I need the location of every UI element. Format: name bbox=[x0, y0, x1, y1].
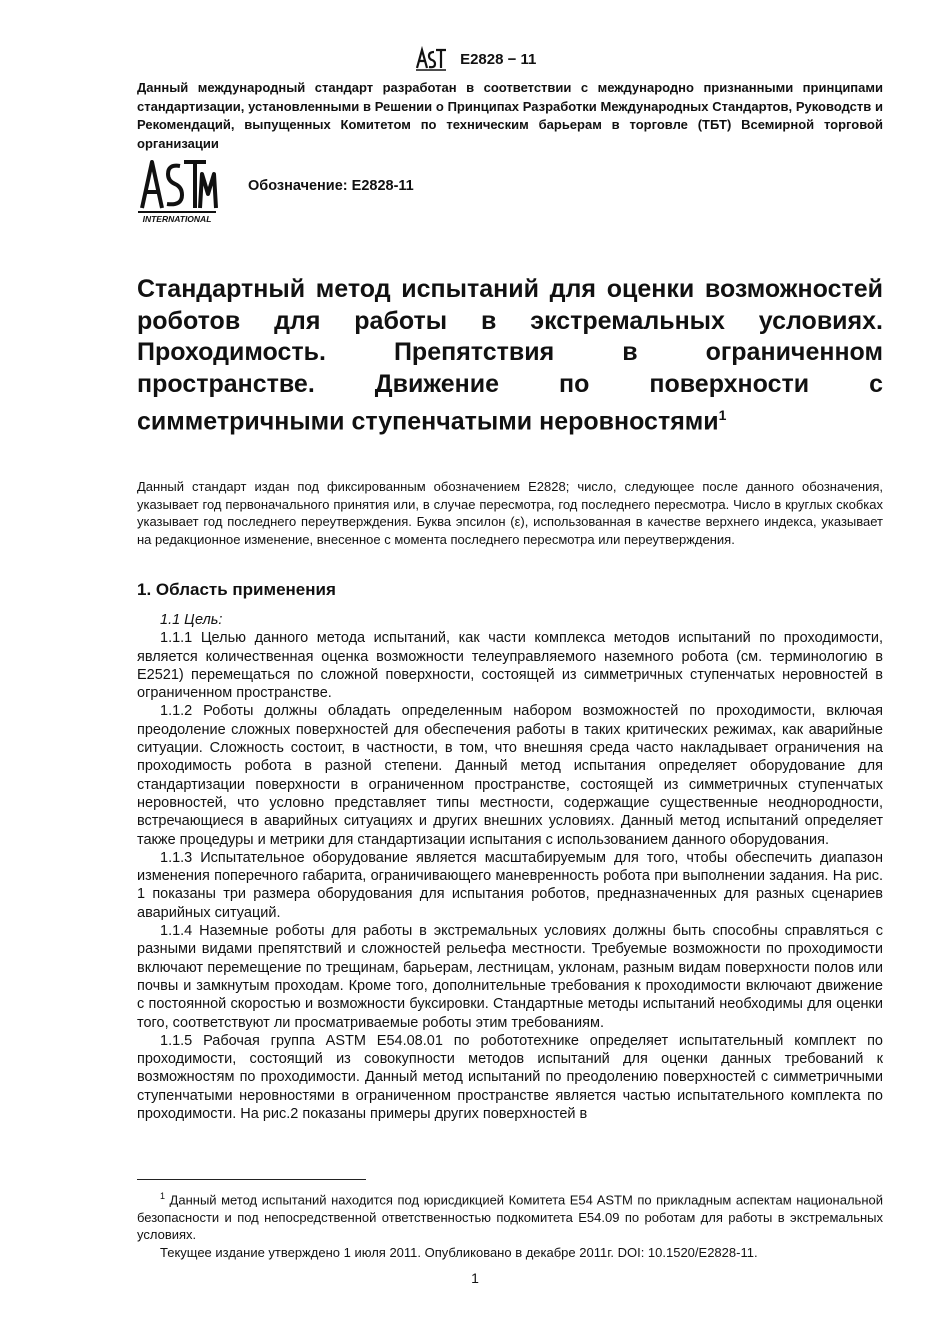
section-heading: 1. Область применения bbox=[137, 580, 336, 599]
paragraph-1-1-4: 1.1.4 Наземные роботы для работы в экстремальных условиях должны быть способны справляться с разными видами препятствий и сложностей рельефа местности. Требуемые возможности по проходимости включают перемещение по трещинам, барьерам, лестницам, уклонам, разным видам поверхности полов или почвы и замкнутым проходам. Кроме того, дополнительные требования к проходимости включают движение с постоянной скоростью и возможности буксировки. Стандартные методы испытаний необходимы для оценки того, соответствуют ли просматриваемые роботы этим требованиям. bbox=[137, 923, 883, 1031]
page-header bbox=[0, 46, 950, 72]
footnote-divider bbox=[137, 1179, 366, 1180]
paragraph-1-1-3: 1.1.3 Испытательное оборудование является масштабируемым для того, чтобы обеспечить диапазон изменения поперечного габарита, ограничивающего маневренность робота при выполнении задания. На рис. 1 показаны три размера оборудования для испытания роботов, предназначенных для разных сценариев аварийных ситуаций. bbox=[137, 849, 883, 921]
paragraph-1-1-1: 1.1.1 Целью данного метода испытаний, как части комплекса методов испытаний по проходимости, является количественная оценка возможности телеуправляемого наземного робота (см. терминологию в E2521) перемещаться по сложной поверхности, состоящей из симметричных ступенчатых неровностей в ограниченном пространстве. bbox=[137, 630, 883, 702]
section-body bbox=[137, 611, 883, 1123]
paragraph-1-1-2: 1.1.2 Роботы должны обладать определенным набором возможностей по проходимости, включая преодоление сложных поверхностей для обеспечения работы в таких критических режимах, как аварийные ситуации. Сложность состоит, в частности, в том, что внешняя среда часто накладывает ограничения на проходимость робота в разной степени. Данный метод испытания определяет оборудование для стандартизации поверхности в ограниченном пространстве, состоящей из симметричных ступенчатых неровностей, что условно представляет типы местности, содержащие существенные неоднородности, встречающиеся в аварийных ситуациях и других внешних условиях. Данный метод испытаний определяет также процедуры и метрики для стандартизации испытания с использованием данного оборудования. bbox=[137, 703, 883, 848]
logo-subtext: INTERNATIONAL bbox=[142, 214, 212, 224]
footnote-1 bbox=[137, 1188, 883, 1244]
intro-statement: Данный международный стандарт разработан в соответствии с международно признанными принципами стандартизации, установленными в Решении о Принципах Разработки Международных Стандартов, Руководств и Рекомендаций, выпущенных Комитетом по техническим барьерам в торговле (ТБТ) Всемирной торговой организации bbox=[137, 80, 883, 151]
footnote-marker: 1 bbox=[160, 1191, 166, 1201]
footnotes bbox=[137, 1188, 883, 1261]
paragraph-1-1-5: 1.1.5 Рабочая группа ASTM E54.08.01 по робототехнике определяет испытательный комплект по проходимости, состоящий из совокупности методов испытаний для оценки данных требований к возможностям по проходимости. Данный метод испытаний по преодолению поверхностей с симметричными ступенчатыми неровностями в ограниченном пространстве является частью испытательного комплекта по проходимости. На рис.2 показаны примеры других поверхностей в bbox=[137, 1032, 883, 1123]
document-code: E2828 − 11 bbox=[460, 50, 537, 68]
astm-small-logo-icon bbox=[414, 46, 448, 72]
footnote-text: Данный метод испытаний находится под юрисдикцией Комитета E54 ASTM по прикладным аспектам национальной безопасности и под непосредственной ответственностью подкомитета E54.09 по роботам для работы в экстремальных условиях. bbox=[137, 1192, 883, 1243]
edition-note: Текущее издание утверждено 1 июля 2011. Опубликовано в декабре 2011г. DOI: 10.1520/E2828-11. bbox=[160, 1244, 758, 1260]
document-title bbox=[137, 274, 883, 438]
page-number: 1 bbox=[471, 1270, 479, 1286]
designation: Обозначение: E2828-11 bbox=[248, 178, 414, 194]
designation-note: Данный стандарт издан под фиксированным обозначением E2828; число, следующее после данного обозначения, указывает год первоначального принятия или, в случае пересмотра, год последнего пересмотра. Число в круглых скобках указывает год последнего переутверждения. Буква эпсилон (ε), использованная в качестве верхнего индекса, указывает на редакционное изменение, внесенное с момента последнего пересмотра или переутверждения. bbox=[137, 479, 883, 547]
title-text: Стандартный метод испытаний для оценки возможностей роботов для работы в экстремальных условиях. Проходимость. Препятствия в ограниченном пространстве. Движение по поверхности с симметричными ступенчатыми неровностями bbox=[137, 275, 883, 436]
subsection-heading: 1.1 Цель: bbox=[160, 612, 223, 628]
astm-international-logo bbox=[136, 154, 218, 226]
title-footnote-ref: 1 bbox=[718, 407, 727, 423]
